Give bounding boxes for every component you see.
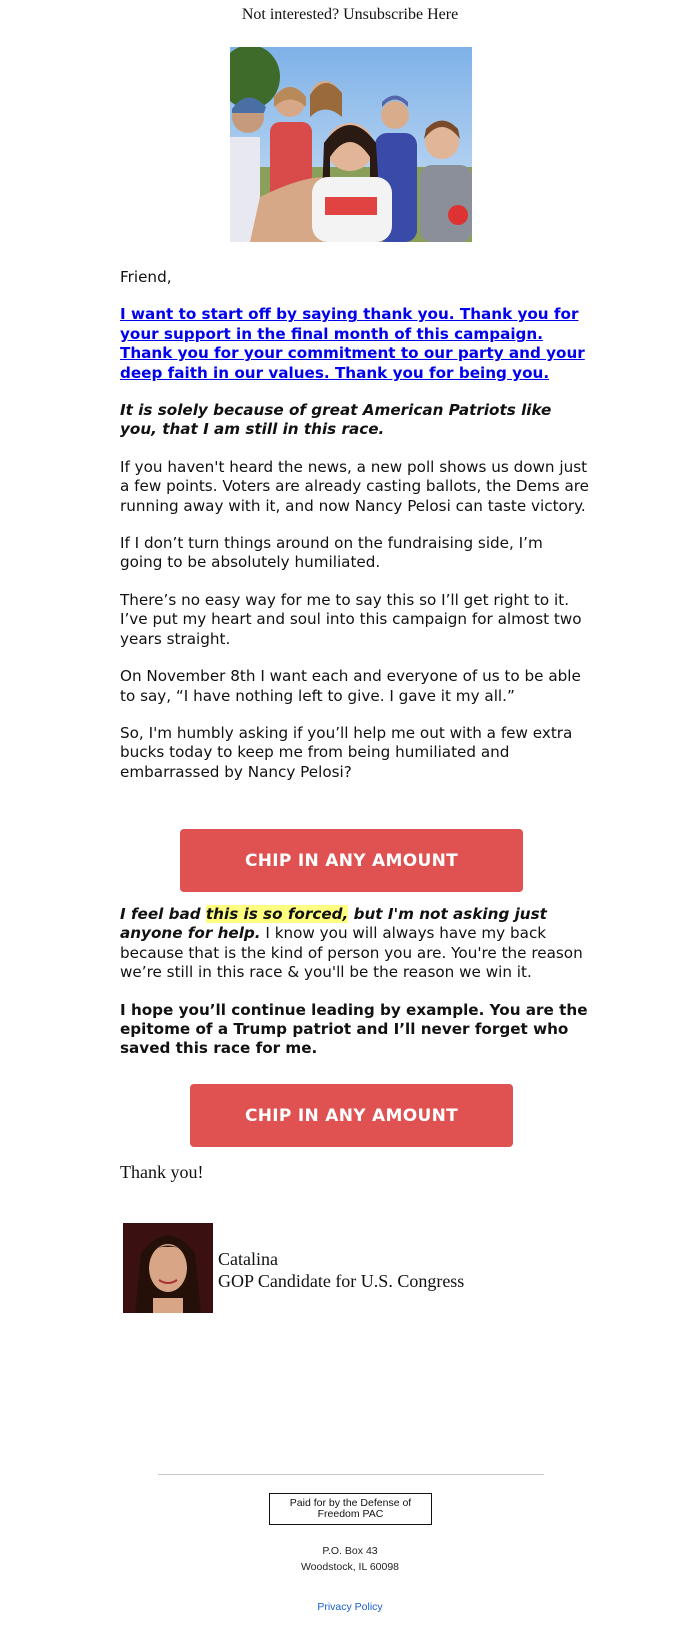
feel-bad-highlight: this is so forced, xyxy=(205,905,349,923)
paid-for-disclaimer: Paid for by the Defense of Freedom PAC xyxy=(269,1493,432,1525)
thank-you-paragraph xyxy=(120,305,590,383)
signature-title: GOP Candidate for U.S. Congress xyxy=(218,1271,465,1291)
signature-name: Catalina xyxy=(218,1249,278,1269)
feel-bad-paragraph xyxy=(120,905,590,983)
address-line-2: Woodstock, IL 60098 xyxy=(300,1561,400,1573)
privacy-policy-link[interactable]: Privacy Policy xyxy=(317,1601,383,1613)
signature-portrait xyxy=(123,1223,213,1313)
feel-bad-rest: I know you will always have my back because that is the kind of person you are. You're the reason we’re still in this race & you'll be the reason we win it. xyxy=(120,924,583,982)
thank-you-link[interactable]: I want to start off by saying thank you. Thank you for your support in the final month of this campaign. Thank you for your commitment to our party and your deep faith in our values. Thank you for being you. xyxy=(120,305,585,382)
greeting: Friend, xyxy=(120,268,172,286)
email-body xyxy=(120,268,590,800)
patriots-paragraph: It is solely because of great American Patriots like you, that I am still in this race. xyxy=(120,401,552,439)
chip-in-button-2[interactable]: CHIP IN ANY AMOUNT xyxy=(190,1084,513,1147)
chip-in-button-1[interactable]: CHIP IN ANY AMOUNT xyxy=(180,829,523,892)
ask-paragraph: So, I'm humbly asking if you’ll help me out with a few extra bucks today to keep me from being humiliated and embarrassed by Nancy Pelosi? xyxy=(120,723,573,781)
signature-photo xyxy=(123,1223,213,1313)
thank-you-closing: Thank you! xyxy=(120,1162,204,1182)
fundraising-paragraph: If I don’t turn things around on the fundraising side, I’m going to be absolutely humiliated. xyxy=(120,534,543,572)
hero-photo xyxy=(230,47,472,242)
footer-divider xyxy=(158,1474,544,1475)
email-body-continued xyxy=(120,905,590,1077)
address-line-1: P.O. Box 43 xyxy=(322,1545,378,1557)
feel-bad-bold-start: I feel bad xyxy=(120,905,206,923)
poll-paragraph: If you haven't heard the news, a new poll shows us down just a few points. Voters are already casting ballots, the Dems are running away with it, and now Nancy Pelosi can taste victory. xyxy=(120,457,590,515)
hero-photo-illustration xyxy=(230,47,472,242)
unsubscribe-link[interactable]: Not interested? Unsubscribe Here xyxy=(241,6,459,23)
signature-text xyxy=(218,1248,464,1292)
leading-example-paragraph: I hope you’ll continue leading by example. You are the epitome of a Trump patriot and I’ll never forget who saved this race for me. xyxy=(120,1000,588,1058)
mailing-address xyxy=(0,1543,700,1575)
november-paragraph: On November 8th I want each and everyone of us to be able to say, “I have nothing left to give. I gave it my all.” xyxy=(120,667,581,705)
heart-soul-paragraph: There’s no easy way for me to say this so I’ll get right to it. I’ve put my heart and soul into this campaign for almost two years straight. xyxy=(120,590,582,648)
feel-bad-bold-end: but I'm not asking just anyone for help. xyxy=(120,905,547,943)
